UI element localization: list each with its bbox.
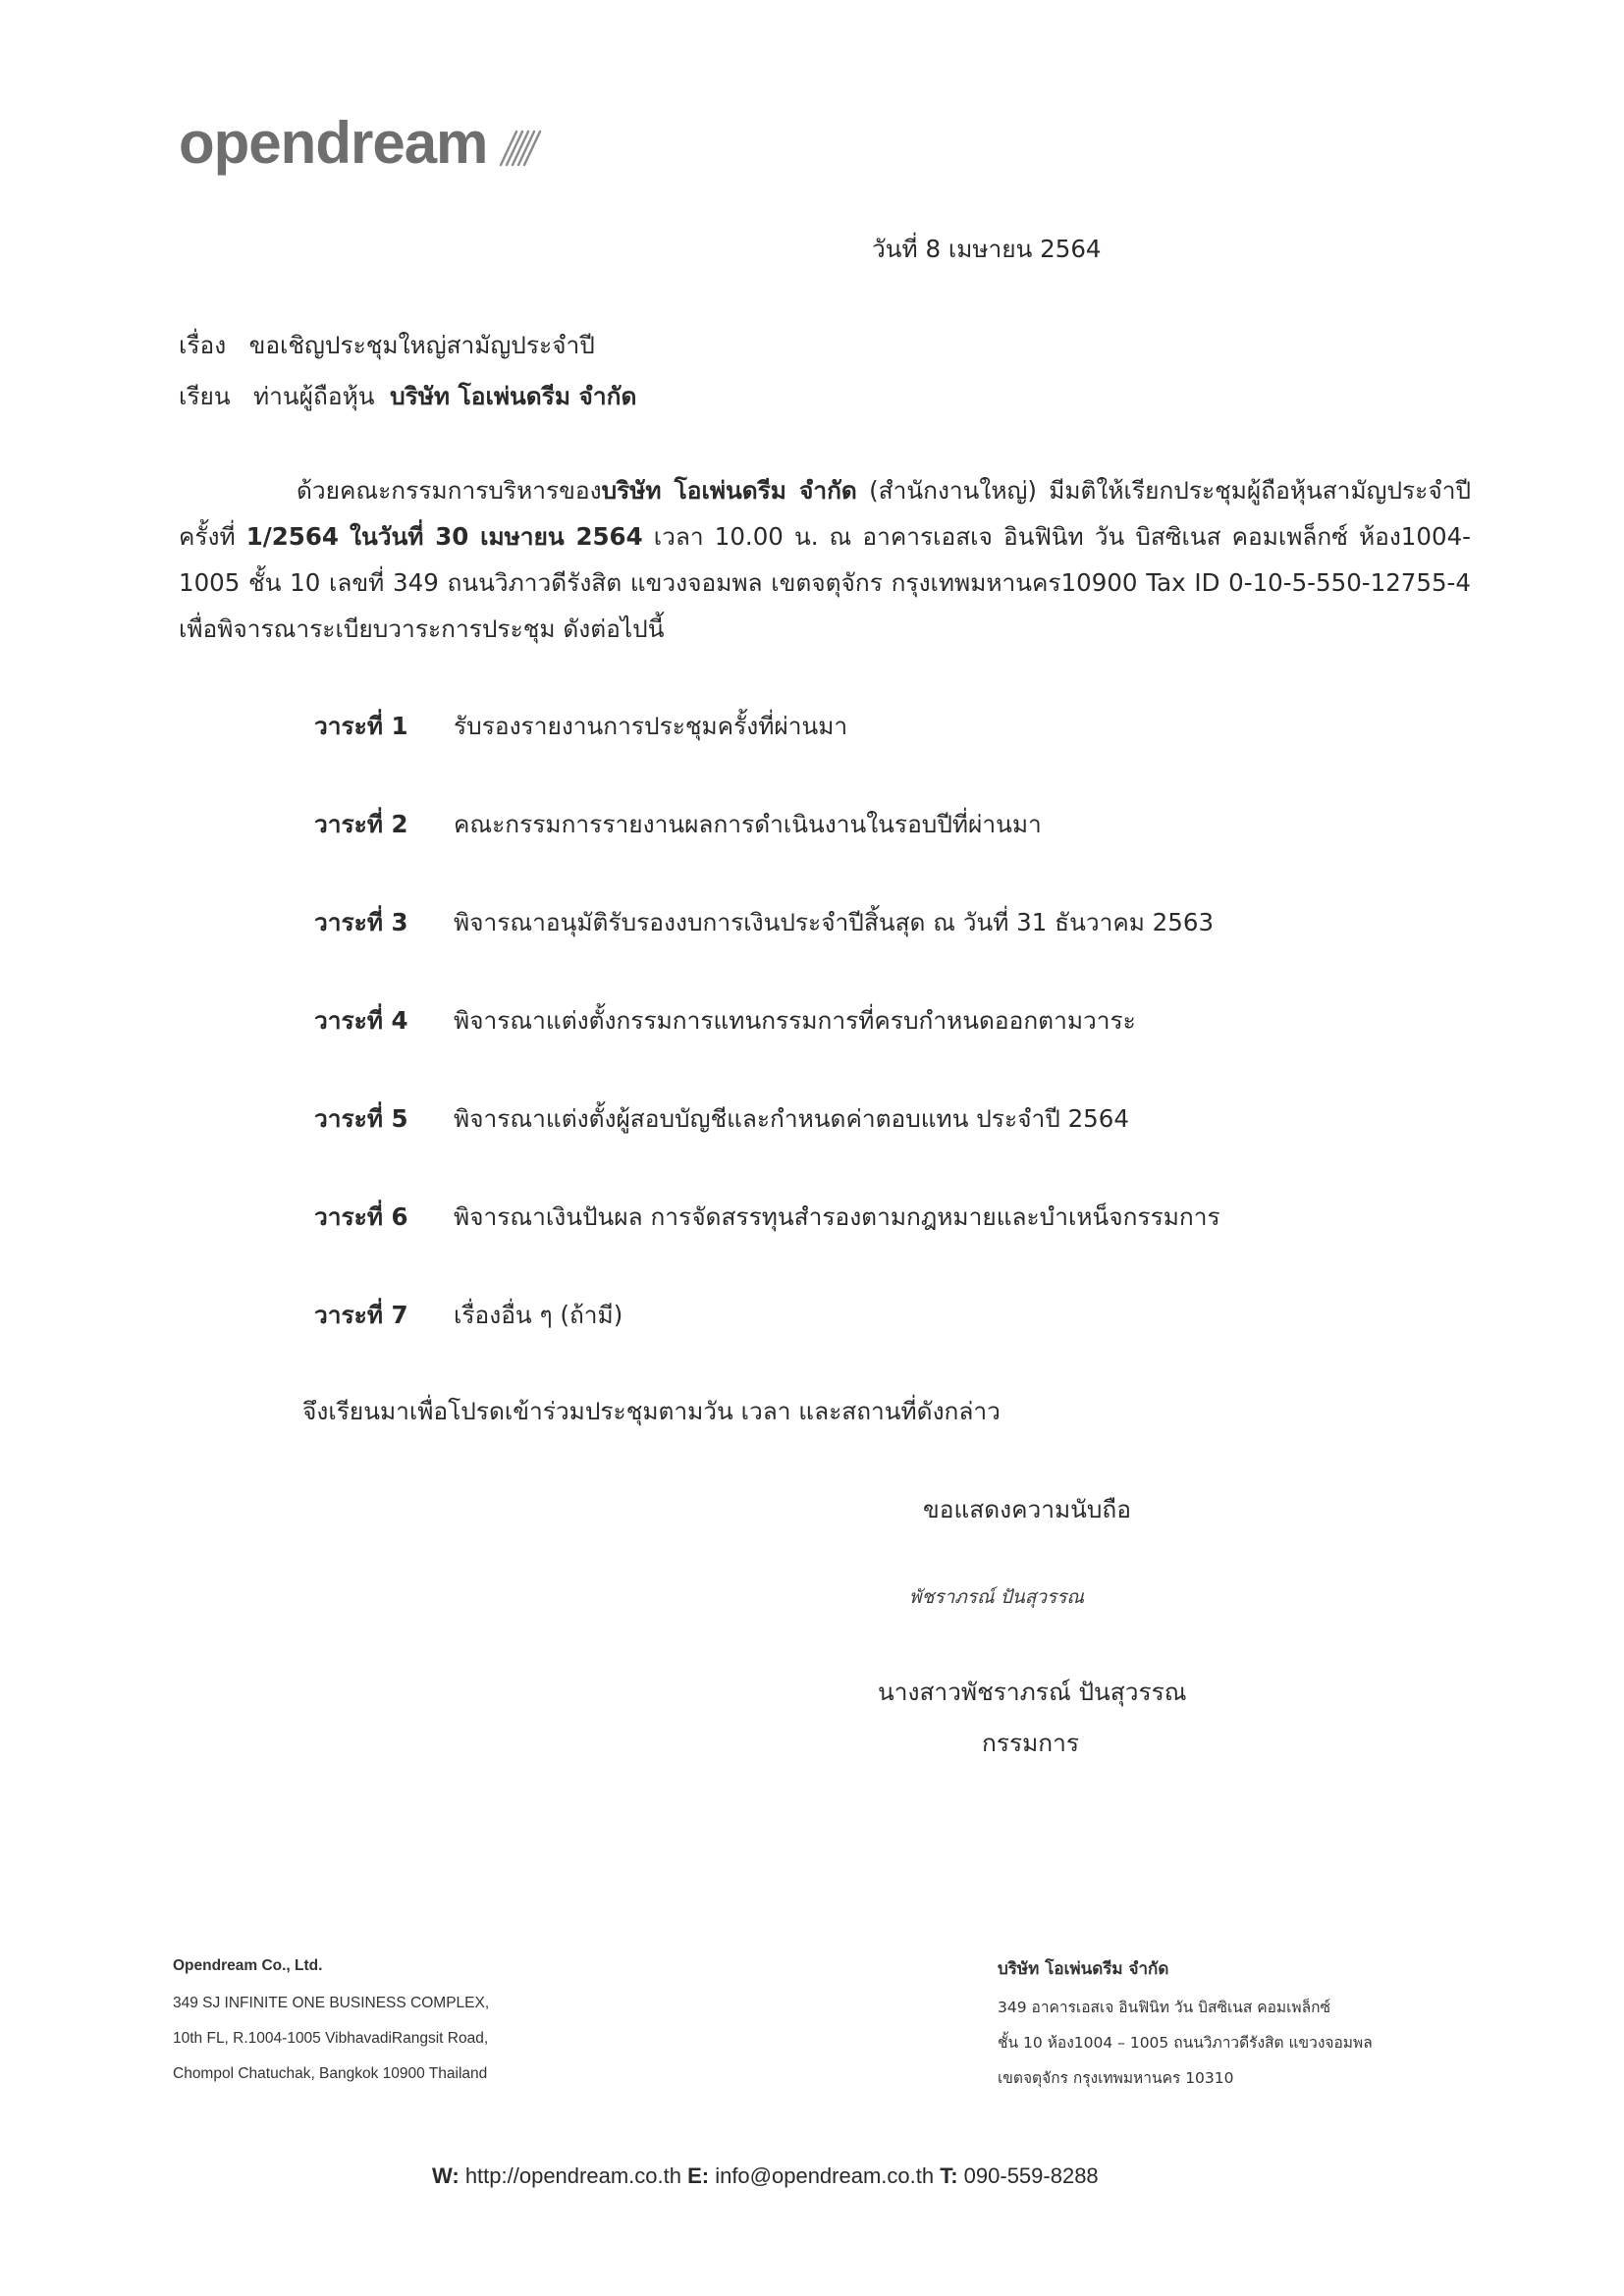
- footer-address-en: 10th FL, R.1004-1005 VibhavadiRangsit Road,: [173, 2030, 489, 2047]
- intro-text-3: [339, 522, 350, 551]
- agenda-number: วาระที่ 7: [314, 1301, 408, 1329]
- intro-paragraph: [179, 467, 1471, 652]
- website-link[interactable]: http://opendream.co.th: [459, 2163, 688, 2188]
- agenda-item: [314, 707, 847, 745]
- email-label: E:: [687, 2163, 710, 2188]
- email-link[interactable]: info@opendream.co.th: [709, 2163, 941, 2188]
- footer-address-th: เขตจตุจักร กรุงเทพมหานคร 10310: [998, 2069, 1234, 2087]
- logo-text: opendream: [179, 110, 488, 176]
- website-label: W:: [432, 2163, 460, 2188]
- closing-line: จึงเรียนมาเพื่อโปรดเข้าร่วมประชุมตามวัน เวลา และสถานที่ดังกล่าว: [302, 1397, 1001, 1425]
- footer-contact: [432, 2163, 1099, 2189]
- agenda-item: [314, 805, 1042, 843]
- agenda-number: วาระที่ 3: [314, 908, 408, 936]
- company-logo: [179, 110, 544, 176]
- recipient-prefix: ท่านผู้ถือหุ้น: [253, 382, 375, 410]
- recipient-company: บริษัท โอเพ่นดรีม จำกัด: [390, 382, 637, 410]
- meeting-number: 1/2564: [245, 522, 339, 551]
- recipient-line: [179, 377, 636, 415]
- footer-company-en: Opendream Co., Ltd.: [173, 1957, 323, 1974]
- meeting-date: ในวันที่ 30 เมษายน 2564: [350, 522, 643, 551]
- subject-line: [179, 326, 595, 364]
- agenda-text: รับรองรายงานการประชุมครั้งที่ผ่านมา: [454, 712, 848, 740]
- agenda-text: คณะกรรมการรายงานผลการดำเนินงานในรอบปีที่ผ่านมา: [454, 810, 1042, 838]
- subject-text: ขอเชิญประชุมใหญ่สามัญประจำปี: [248, 331, 595, 359]
- intro-company: บริษัท โอเพ่นดรีม จำกัด: [601, 476, 857, 505]
- signer-name: นางสาวพัชราภรณ์ ปันสุวรรณ: [878, 1678, 1187, 1706]
- agenda-item: [314, 1198, 1220, 1236]
- recipient-label: เรียน: [179, 382, 231, 410]
- footer-address-th: 349 อาคารเอสเจ อินฟินิท วัน บิสซิเนส คอมเพล็กซ์: [998, 1999, 1331, 2016]
- footer-address-th: ชั้น 10 ห้อง1004 – 1005 ถนนวิภาวดีรังสิต แขวงจอมพล: [998, 2034, 1373, 2052]
- agenda-number: วาระที่ 5: [314, 1104, 408, 1133]
- footer-company-th: บริษัท โอเพ่นดรีม จำกัด: [998, 1959, 1169, 1979]
- agenda-text: เรื่องอื่น ๆ (ถ้ามี): [454, 1301, 623, 1329]
- footer-address-en: 349 SJ INFINITE ONE BUSINESS COMPLEX,: [173, 1995, 490, 2011]
- handwritten-signature: พัชราภรณ์ ปันสุวรรณ: [909, 1586, 1085, 1608]
- footer-address-en: Chompol Chatuchak, Bangkok 10900 Thailand: [173, 2065, 488, 2082]
- agenda-text: พิจารณาเงินปันผล การจัดสรรทุนสำรองตามกฎหมายและบำเหน็จกรรมการ: [454, 1202, 1220, 1231]
- agenda-number: วาระที่ 2: [314, 810, 408, 838]
- intro-text-2: (สำนักงานใหญ่) มีมติให้เรียกประชุมผู้ถือหุ้นสามัญประจำปี ครั้งที่: [179, 476, 1471, 551]
- agenda-text: พิจารณาแต่งตั้งผู้สอบบัญชีและกำหนดค่าตอบแทน ประจำปี 2564: [454, 1104, 1129, 1133]
- agenda-item: [314, 1296, 623, 1334]
- intro-text-1: ด้วยคณะกรรมการบริหารของ: [297, 476, 602, 505]
- diagonal-stripes-mark-icon: [497, 128, 544, 167]
- phone-number: 090-559-8288: [957, 2163, 1099, 2188]
- phone-label: T:: [940, 2163, 958, 2188]
- agenda-item: [314, 903, 1214, 941]
- regards-line: ขอแสดงความนับถือ: [923, 1495, 1131, 1523]
- agenda-number: วาระที่ 6: [314, 1202, 408, 1231]
- subject-label: เรื่อง: [179, 331, 227, 359]
- agenda-item: [314, 1001, 1136, 1040]
- agenda-text: พิจารณาแต่งตั้งกรรมการแทนกรรมการที่ครบกำหนดออกตามวาระ: [454, 1006, 1136, 1035]
- agenda-item: [314, 1099, 1129, 1138]
- agenda-number: วาระที่ 1: [314, 712, 408, 740]
- signer-title: กรรมการ: [982, 1729, 1080, 1757]
- letter-date: วันที่ 8 เมษายน 2564: [872, 235, 1102, 263]
- agenda-text: พิจารณาอนุมัติรับรองงบการเงินประจำปีสิ้นสุด ณ วันที่ 31 ธันวาคม 2563: [454, 908, 1215, 936]
- agenda-number: วาระที่ 4: [314, 1006, 408, 1035]
- intro-text-4: เวลา 10.00 น. ณ อาคารเอสเจ อินฟินิท วัน บิสซิเนส คอมเพล็กซ์ ห้อง1004-1005 ชั้น 10 เลขที่ 349 ถนนวิภาวดีรังสิต แขวงจอมพล เขตจตุจักร กรุงเทพมหานคร10900 Tax ID 0-10-5-550-12755-4 เพื่อพิจารณาระเบียบวาระการประชุม ดังต่อไปนี้: [179, 522, 1471, 643]
